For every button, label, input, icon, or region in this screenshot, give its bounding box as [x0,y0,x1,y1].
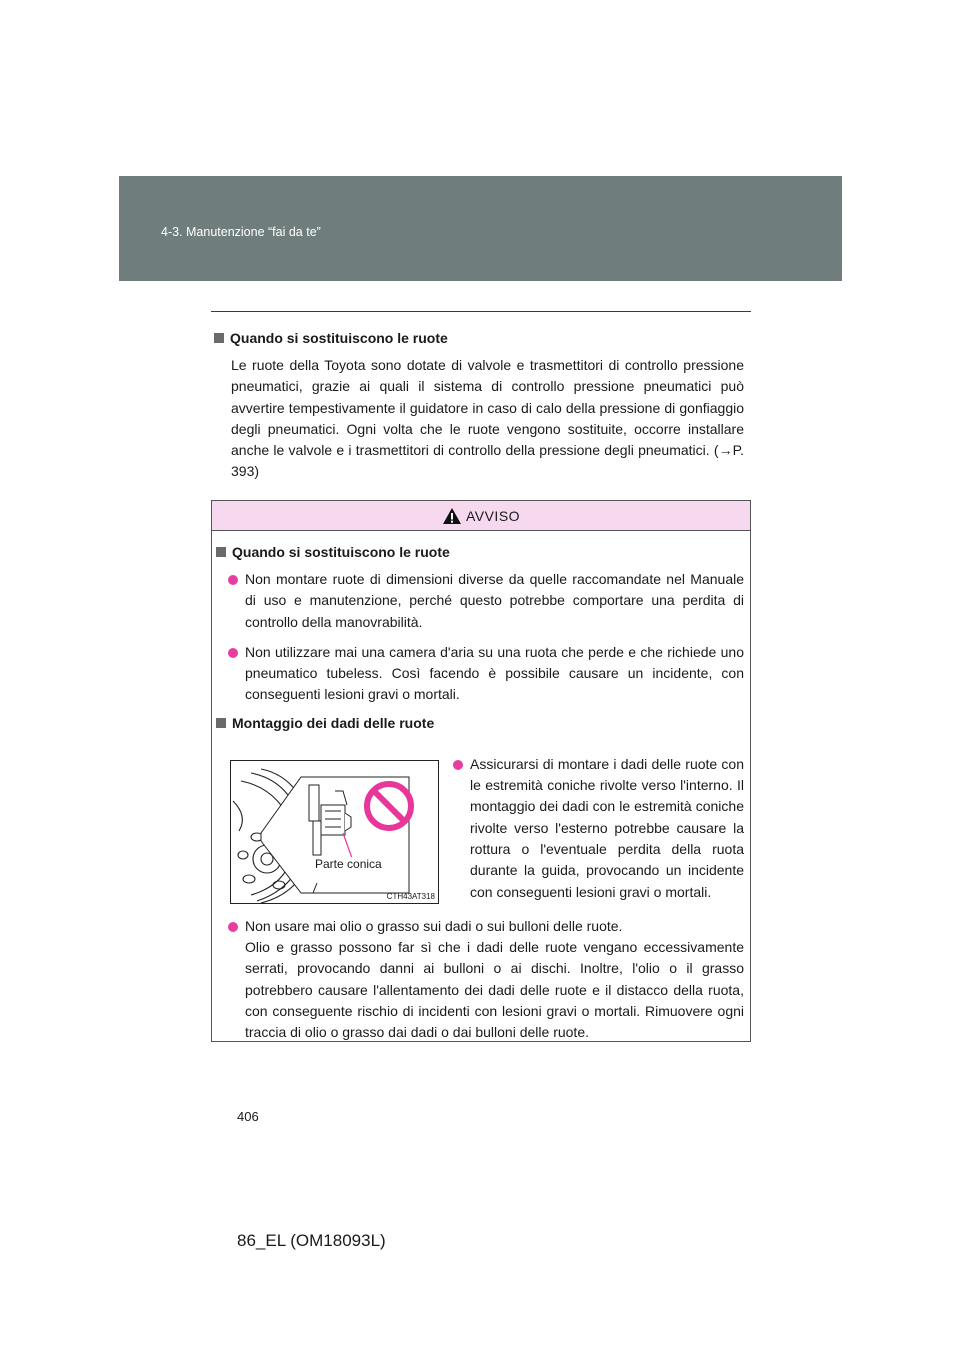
intro-body: Le ruote della Toyota sono dotate di valvole e trasmettitori di controllo pressione pneumatici, grazie ai quali il sistema di controllo pressione pneumatici può avvertire tempestivamente il guidatore in caso di calo della pressione di gonfiaggio degli pneumatici. Ogni volta che le ruote vengono sostituite, occorre installare anche le valvole e i trasmettitori di controllo della pressione degli pneumatici. (→P. 393) [231,357,744,480]
intro-heading-text: Quando si sostituiscono le ruote [230,330,448,346]
list-item [228,916,744,1044]
mounting-text [453,754,744,912]
bullet-dot-icon [228,575,238,585]
warning-section1-heading [216,544,744,560]
square-bullet-icon [216,547,226,557]
bullet-dot-icon [453,760,463,770]
list-item [228,642,744,706]
warning-header [212,501,750,531]
page-number: 406 [237,1109,259,1124]
top-rule [211,311,751,312]
section-title: 4-3. Manutenzione “fai da te” [161,225,321,239]
mounting-row [216,740,744,912]
wheel-hub-drawing [231,761,438,903]
list-item [228,569,744,633]
square-bullet-icon [214,333,224,343]
intro-heading [214,330,744,346]
list-item-text [245,916,744,1044]
warning-section2-heading-text: Montaggio dei dadi delle ruote [232,714,435,731]
warning-section1-heading-text: Quando si sostituiscono le ruote [232,544,450,560]
square-bullet-icon [216,718,226,728]
bullet-dot-icon [228,648,238,658]
list-item-text: Non utilizzare mai una camera d'aria su una ruota che perde e che richiede uno pneumatico tubeless. Così facendo è possibile causare un incidente, con conseguenti lesioni gravi o mortali. [245,643,744,703]
figure-label: Parte conica [315,856,382,871]
list-item-text: Assicurarsi di montare i dadi delle ruote con le estremità coniche rivolte verso l'interno. Il montaggio dei dadi con le estremità coniche rivolte verso l'esterno potrebbe causare la rottura o l'eventuale perdita della ruota durante la guida, provocando un incidente con conseguenti lesioni gravi o mortali. [470,755,744,900]
list-item-text: Non montare ruote di dimensioni diverse da quelle raccomandate nel Manuale di uso e manutenzione, perché questo potrebbe comportare una perdita di controllo della manovrabilità. [245,571,744,630]
oil-warning-line1: Non usare mai olio o grasso sui dadi o sui bulloni delle ruote. [245,917,623,934]
figure-code: CTH43AT318 [386,891,435,901]
footer-code: 86_EL (OM18093L) [237,1231,386,1250]
bullet-dot-icon [228,922,238,932]
warning-content [212,531,750,1044]
warning-title: AVVISO [465,507,521,524]
warning-section2-heading [216,715,744,731]
oil-warning-line2: Olio e grasso possono far sì che i dadi delle ruote vengano eccessivamente serrati, provocando danni ai bulloni o ai dischi. Inoltre, l'olio o il grasso potrebbero causare l'allentamento dei dadi delle ruote e il distacco della ruota, con conseguente rischio di incidenti con lesioni gravi o mortali. Rimuovere ogni traccia di olio o grasso dai dadi o dai bulloni delle ruote. [245,939,744,1041]
wheel-nut-illustration [230,760,439,904]
list-item [453,754,744,903]
warning-icon [442,507,462,525]
warning-box [211,500,751,1042]
header-band [119,176,842,281]
intro-section [214,330,744,483]
